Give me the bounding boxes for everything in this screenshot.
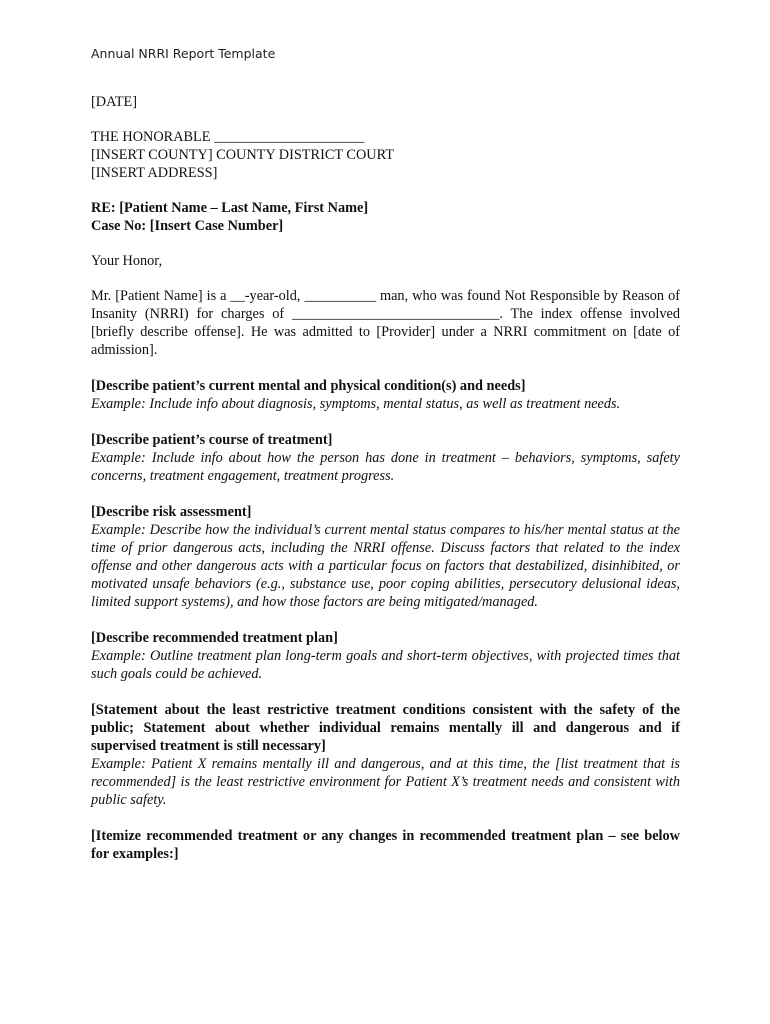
address-line: [INSERT ADDRESS]	[91, 165, 218, 181]
section-treatment-plan	[91, 629, 680, 683]
addressee-line	[91, 128, 680, 146]
section-heading: [Describe patient’s current mental and physical condition(s) and needs]	[91, 378, 526, 394]
section-heading: [Describe patient’s course of treatment]	[91, 432, 333, 448]
section-example: Example: Include info about how the person has done in treatment – behaviors, symptoms, safety concerns, treatment engagement, treatment progress.	[91, 450, 680, 484]
itemize-heading: [Itemize recommended treatment or any changes in recommended treatment plan – see below for examples:]	[91, 828, 680, 862]
letter-body	[91, 93, 680, 863]
intro-part-2: . The index offense involved [briefly describe offense]. He was admitted to [Provider] under a NRRI commitment on [date of admission].	[91, 306, 680, 358]
intro-paragraph	[91, 287, 680, 359]
case-number-line: Case No: [Insert Case Number]	[91, 218, 284, 234]
section-example: Example: Outline treatment plan long-term goals and short-term objectives, with projected times that such goals could be achieved.	[91, 648, 680, 682]
court-line: [INSERT COUNTY] COUNTY DISTRICT COURT	[91, 147, 395, 163]
intro-charges-blank: _____________________________	[292, 306, 500, 322]
addressee-label: THE HONORABLE	[91, 129, 211, 145]
section-condition	[91, 377, 680, 413]
section-heading: [Statement about the least restrictive treatment conditions consistent with the safety of the public; Statement about whether individual remains mentally ill and dangerous and if supervised treatment is still necessary]	[91, 702, 680, 754]
salutation: Your Honor,	[91, 253, 163, 269]
date-line: [DATE]	[91, 94, 138, 110]
document-header-title: Annual NRRI Report Template	[91, 46, 276, 61]
section-risk-assessment	[91, 503, 680, 611]
re-line: RE: [Patient Name – Last Name, First Name]	[91, 200, 369, 216]
section-example: Example: Include info about diagnosis, symptoms, mental status, as well as treatment needs.	[91, 396, 621, 412]
section-example: Example: Patient X remains mentally ill and dangerous, and at this time, the [list treatment that is recommended] is the least restrictive environment for Patient X’s treatment needs and consistent with public safety.	[91, 756, 680, 808]
section-course-of-treatment	[91, 431, 680, 485]
section-example: Example: Describe how the individual’s current mental status compares to his/her mental status at the time of prior dangerous acts, including the NRRI offense. Discuss factors that related to the index offense and other dangerous acts with a particular focus on factors that destabilized, disinhibited, or motivated unsafe behaviors (e.g., substance use, poor coping abilities, persecutory delusional ideas, limited support systems), and how those factors are being mitigated/managed.	[91, 522, 680, 610]
addressee-blank: _____________________	[214, 129, 365, 145]
intro-part-1: Mr. [Patient Name] is a __-year-old, __________ man, who was found Not Responsible by Reason of Insanity (NRRI) for charges of	[91, 288, 680, 322]
section-heading: [Describe recommended treatment plan]	[91, 630, 338, 646]
section-least-restrictive	[91, 701, 680, 809]
section-heading: [Describe risk assessment]	[91, 504, 252, 520]
